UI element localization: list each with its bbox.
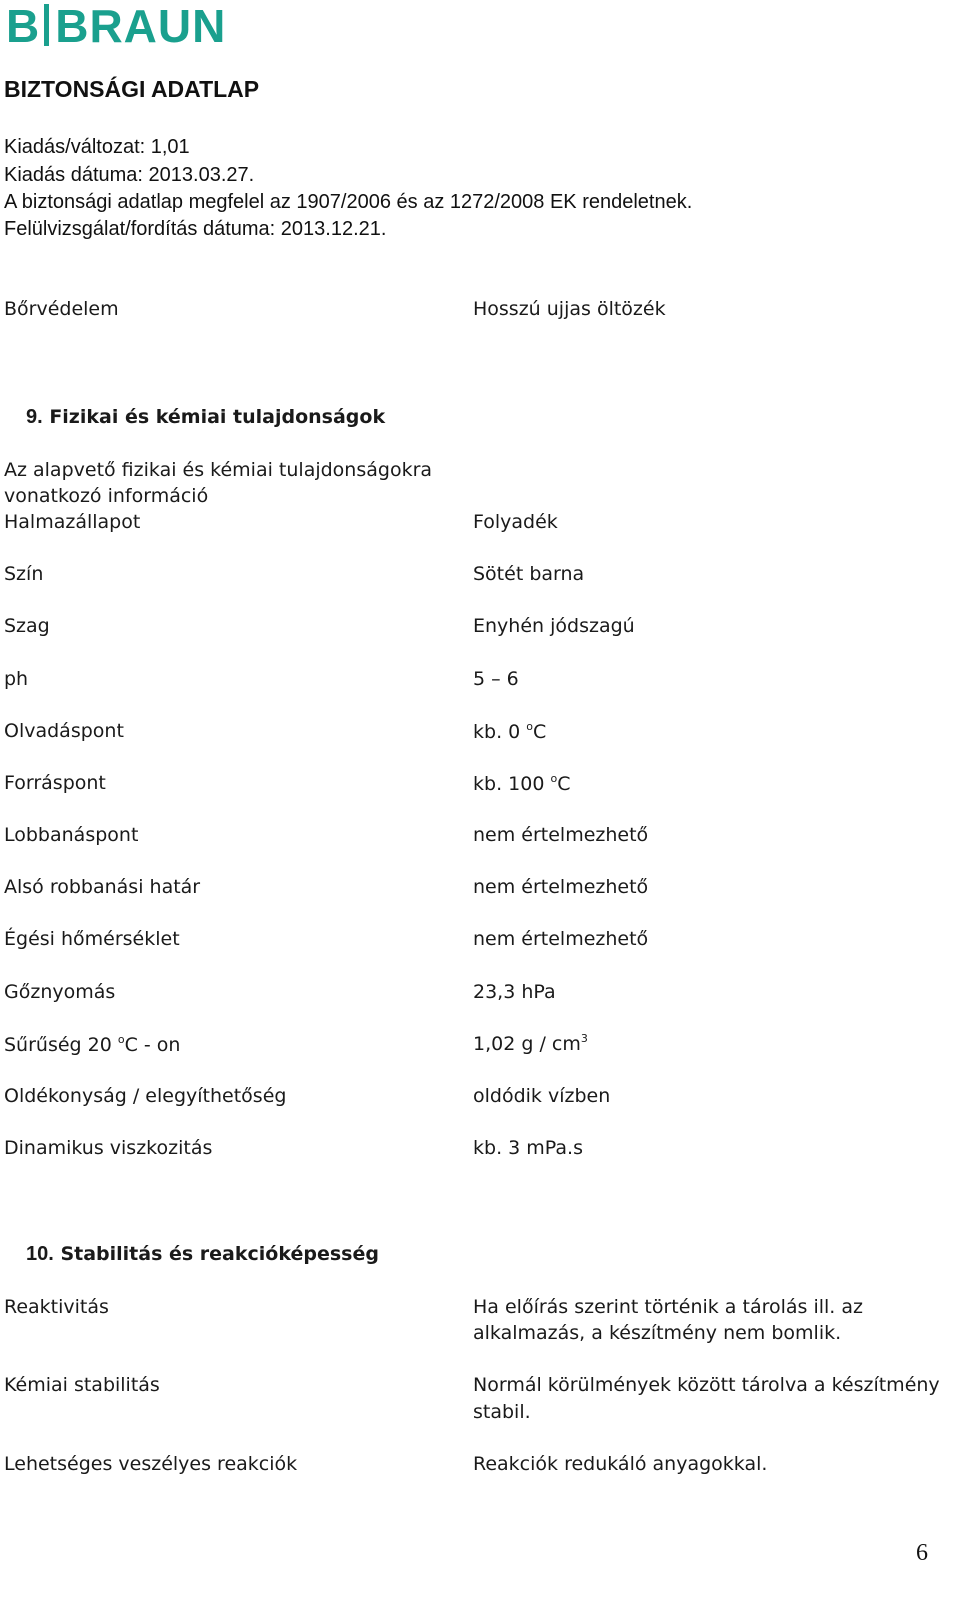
property-label-melting-point: Olvadáspont xyxy=(4,720,124,742)
stability-label-chemical-stability: Kémiai stabilitás xyxy=(4,1374,160,1396)
meta-issue-date: Kiadás dátuma: 2013.03.27. xyxy=(4,164,255,186)
stability-value-reactivity-line2: alkalmazás, a készítmény nem bomlik. xyxy=(473,1322,842,1344)
logo-divider xyxy=(44,4,49,46)
stability-label-reactivity: Reaktivitás xyxy=(4,1296,109,1318)
property-label-vapor-pressure: Gőznyomás xyxy=(4,981,116,1003)
property-label-flash-point: Lobbanáspont xyxy=(4,824,139,846)
property-label-viscosity: Dinamikus viszkozitás xyxy=(4,1137,213,1159)
stability-value-hazardous-reactions: Reakciók redukáló anyagokkal. xyxy=(473,1453,768,1475)
property-label-lower-explosion-limit: Alsó robbanási határ xyxy=(4,876,201,898)
property-label-state: Halmazállapot xyxy=(4,511,141,533)
property-value-color: Sötét barna xyxy=(473,563,585,585)
section-10-title: Stabilitás és reakcióképesség xyxy=(60,1243,379,1265)
property-value-lower-explosion-limit: nem értelmezhető xyxy=(473,876,649,898)
property-label-odor: Szag xyxy=(4,615,50,637)
section-10-number: 10. xyxy=(26,1243,54,1265)
property-value-boiling-point: kb. 100 $^o$C xyxy=(473,772,571,795)
page-number: 6 xyxy=(916,1540,928,1566)
property-value-melting-point: kb. 0 $^o$C xyxy=(473,720,547,743)
logo-braun: BRAUN xyxy=(55,0,227,52)
property-value-vapor-pressure: 23,3 hPa xyxy=(473,981,556,1003)
section-9-number: 9. xyxy=(26,406,43,428)
meta-revision-date: Felülvizsgálat/fordítás dátuma: 2013.12.21. xyxy=(4,218,387,240)
skin-protection-label: Bőrvédelem xyxy=(4,298,119,320)
property-label-solubility: Oldékonyság / elegyíthetőség xyxy=(4,1085,287,1107)
section-10-heading xyxy=(26,1243,379,1266)
property-label-ph: ph xyxy=(4,668,29,690)
property-label-ignition-temperature: Égési hőmérséklet xyxy=(4,928,180,950)
property-value-solubility: oldódik vízben xyxy=(473,1085,611,1107)
section-9-heading xyxy=(26,406,385,429)
property-label-color: Szín xyxy=(4,563,44,585)
skin-protection-value: Hosszú ujjas öltözék xyxy=(473,298,666,320)
stability-value-chemical-stability-line2: stabil. xyxy=(473,1401,531,1423)
property-value-odor: Enyhén jódszagú xyxy=(473,615,635,637)
property-label-density: Sűrűség 20 $^o$C - on xyxy=(4,1033,181,1056)
stability-value-reactivity-line1: Ha előírás szerint történik a tárolás ill. az xyxy=(473,1296,863,1318)
property-value-ignition-temperature: nem értelmezhető xyxy=(473,928,649,950)
property-value-flash-point: nem értelmezhető xyxy=(473,824,649,846)
property-label-boiling-point: Forráspont xyxy=(4,772,106,794)
braun-logo xyxy=(6,0,226,52)
section-9-intro-line1: Az alapvető fizikai és kémiai tulajdonságokra xyxy=(4,459,433,481)
property-value-ph: 5 – 6 xyxy=(473,668,519,690)
property-value-viscosity: kb. 3 mPa.s xyxy=(473,1137,583,1159)
property-value-density: 1,02 g / $cm^3$ xyxy=(473,1032,588,1055)
section-9-title: Fizikai és kémiai tulajdonságok xyxy=(49,406,386,428)
meta-version: Kiadás/változat: 1,01 xyxy=(4,136,190,158)
logo-b: B xyxy=(6,0,41,52)
stability-value-chemical-stability-line1: Normál körülmények között tárolva a készítmény xyxy=(473,1374,940,1396)
meta-regulation: A biztonsági adatlap megfelel az 1907/2006 és az 1272/2008 EK rendeletnek. xyxy=(4,191,693,213)
document-title: BIZTONSÁGI ADATLAP xyxy=(4,76,260,102)
property-value-state: Folyadék xyxy=(473,511,558,533)
section-9-intro-line2: vonatkozó információ xyxy=(4,485,209,507)
stability-label-hazardous-reactions: Lehetséges veszélyes reakciók xyxy=(4,1453,298,1475)
